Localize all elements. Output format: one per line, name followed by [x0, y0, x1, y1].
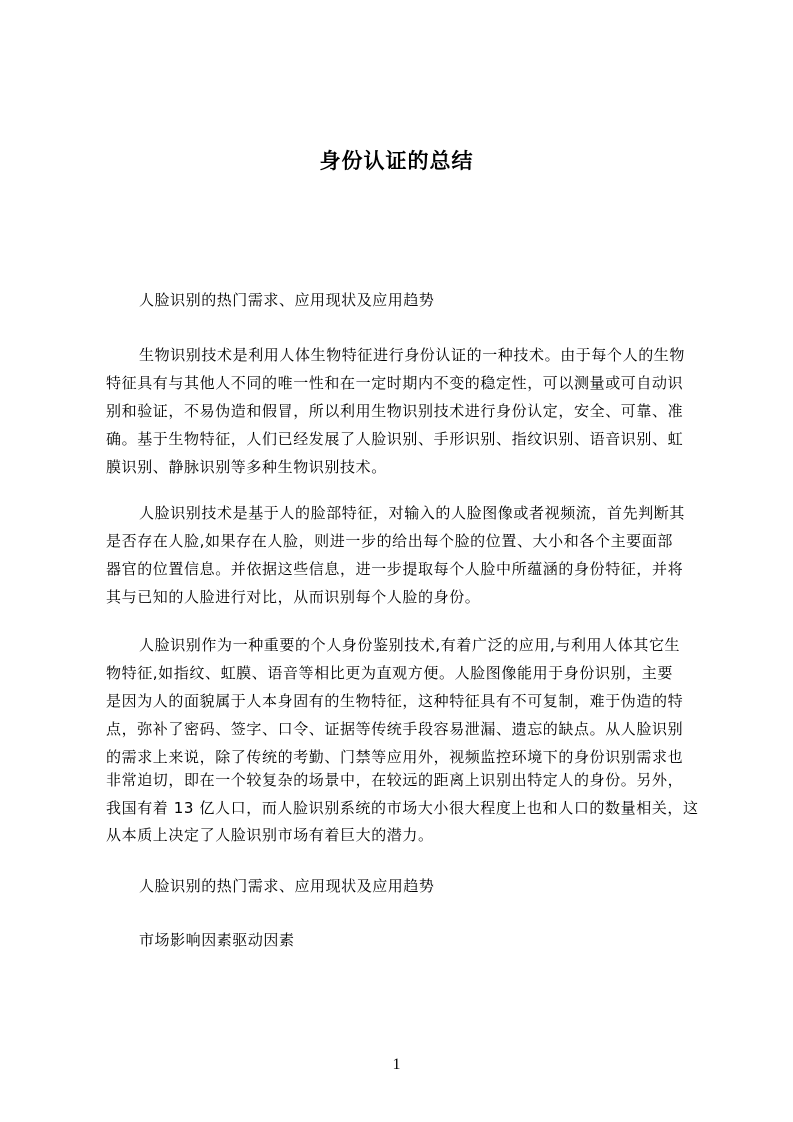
text-line: 是因为人的面貌属于人本身固有的生物特征，这种特征具有不可复制，难于伪造的特 — [106, 692, 684, 710]
text-line: 别和验证，不易伪造和假冒，所以利用生物识别技术进行身份认定，安全、可靠、准 — [106, 402, 684, 420]
text-line: 非常迫切，即在一个较复杂的场景中，在较远的距离上识别出特定人的身份。另外， — [106, 771, 684, 789]
page-number: 1 — [392, 1056, 401, 1073]
text-line: 其与已知的人脸进行对比，从而识别每个人脸的身份。 — [106, 588, 481, 606]
section-heading: 人脸识别的热门需求、应用现状及应用趋势 — [139, 291, 435, 309]
text-line: 从本质上决定了人脸识别市场有着巨大的潜力。 — [106, 826, 434, 844]
text-line: 特征具有与其他人不同的唯一性和在一定时期内不变的稳定性，可以测量或可自动识 — [106, 374, 684, 392]
text-line: 确。基于生物特征，人们已经发展了人脸识别、手形识别、指纹识别、语音识别、虹 — [106, 430, 684, 448]
section-heading: 人脸识别的热门需求、应用现状及应用趋势 — [139, 877, 435, 895]
text-line: 器官的位置信息。并依据这些信息，进一步提取每个人脸中所蕴涵的身份特征，并将 — [106, 560, 684, 578]
text-line: 是否存在人脸,如果存在人脸，则进一步的给出每个脸的位置、大小和各个主要面部 — [106, 532, 673, 550]
text-line: 生物识别技术是利用人体生物特征进行身份认证的一种技术。由于每个人的生物 — [139, 346, 686, 364]
text-line: 人脸识别技术是基于人的脸部特征，对输入的人脸图像或者视频流，首先判断其 — [139, 504, 686, 522]
text-line: 人脸识别作为一种重要的个人身份鉴别技术,有着广泛的应用,与利用人体其它生 — [139, 636, 681, 654]
section-heading: 市场影响因素驱动因素 — [139, 931, 295, 949]
text-line: 的需求上来说，除了传统的考勤、门禁等应用外，视频监控环境下的身份识别需求也 — [106, 748, 684, 766]
text-line: 我国有着 13 亿人口，而人脸识别系统的市场大小很大程度上也和人口的数量相关，这 — [106, 799, 699, 817]
text-line: 物特征,如指纹、虹膜、语音等相比更为直观方便。人脸图像能用于身份识别，主要 — [106, 664, 673, 682]
text-line: 点，弥补了密码、签字、口令、证据等传统手段容易泄漏、遗忘的缺点。从人脸识别 — [106, 720, 684, 738]
document-title: 身份认证的总结 — [319, 149, 474, 173]
text-line: 膜识别、静脉识别等多种生物识别技术。 — [106, 458, 387, 476]
